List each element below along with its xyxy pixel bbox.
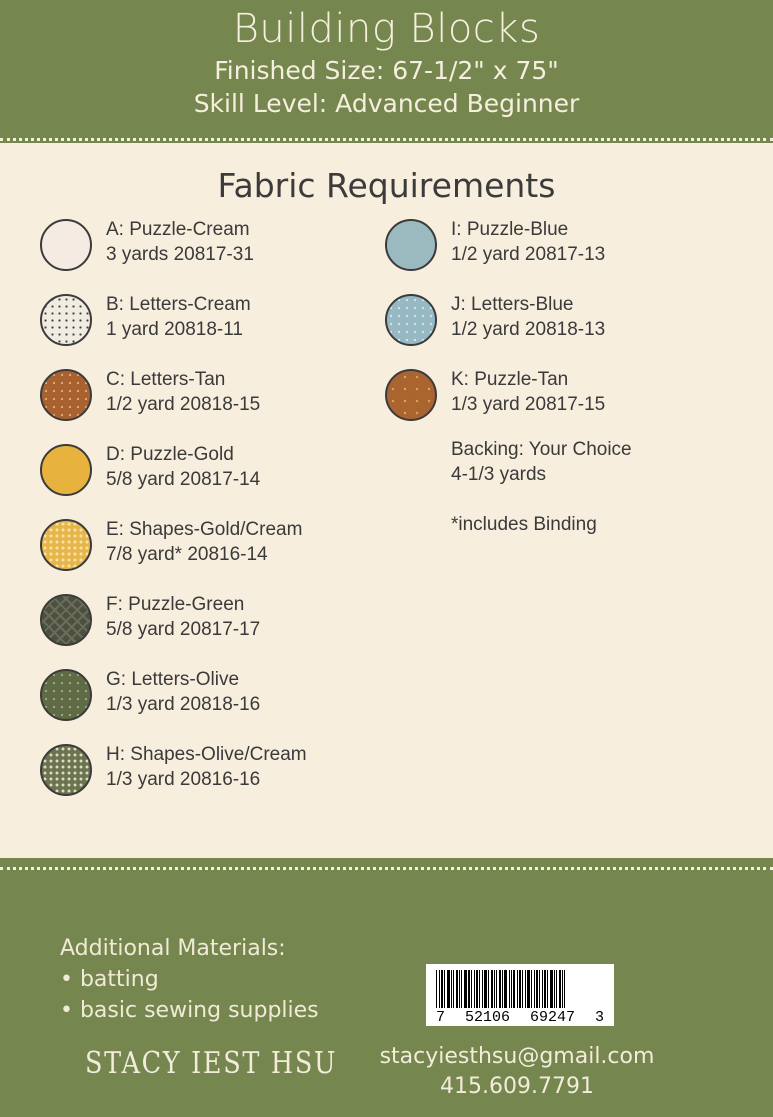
barcode-bar xyxy=(439,970,440,1008)
barcode-bar xyxy=(544,970,546,1008)
barcode-bar xyxy=(556,970,557,1008)
fabric-amount: 1/2 yard 20817-13 xyxy=(451,244,606,265)
barcode-bar xyxy=(496,970,497,1008)
contact-email[interactable]: stacyiesthsu@gmail.com xyxy=(379,1044,655,1069)
fabric-amount: 1/3 yard 20818-16 xyxy=(106,694,261,715)
barcode-bar xyxy=(539,970,540,1008)
barcode-bar xyxy=(550,970,553,1008)
barcode-bar xyxy=(479,970,480,1008)
barcode-bars xyxy=(436,970,604,1008)
fabric-amount: 1/2 yard 20818-13 xyxy=(451,319,606,340)
barcode-bar xyxy=(531,970,532,1008)
barcode-bar xyxy=(499,970,501,1008)
swatch-letters-blue xyxy=(385,294,437,346)
swatch-letters-cream xyxy=(40,294,92,346)
swatch-puzzle-cream xyxy=(40,219,92,271)
barcode-bar xyxy=(536,970,538,1008)
barcode-bar xyxy=(456,970,458,1008)
fabric-amount: 1/3 yard 20817-15 xyxy=(451,394,606,415)
dotted-divider xyxy=(0,138,773,141)
fabric-amount: 3 yards 20817-31 xyxy=(106,244,254,265)
barcode-bar xyxy=(488,970,489,1008)
header-band xyxy=(0,0,773,143)
barcode-bar xyxy=(522,970,523,1008)
barcode-bar xyxy=(542,970,543,1008)
swatch-puzzle-gold xyxy=(40,444,92,496)
barcode-bar xyxy=(511,970,512,1008)
materials-item: • batting xyxy=(60,967,159,992)
fabric-name: C: Letters-Tan xyxy=(106,369,226,390)
contact-phone: 415.609.7791 xyxy=(440,1074,594,1099)
barcode-bar xyxy=(519,970,521,1008)
barcode-bar xyxy=(476,970,478,1008)
fabric-requirements-heading: Fabric Requirements xyxy=(217,166,556,205)
fabric-amount: 1 yard 20818-11 xyxy=(106,319,243,340)
fabric-amount: 5/8 yard 20817-14 xyxy=(106,469,261,490)
barcode-bar xyxy=(447,970,450,1008)
barcode-bar xyxy=(527,970,530,1008)
pattern-title: Building Blocks xyxy=(232,6,541,52)
swatch-puzzle-tan xyxy=(385,369,437,421)
swatch-shapes-olive-cream xyxy=(40,744,92,796)
barcode-bar xyxy=(441,970,443,1008)
fabric-name: B: Letters-Cream xyxy=(106,294,251,315)
barcode-bar xyxy=(494,970,495,1008)
swatch-letters-tan xyxy=(40,369,92,421)
skill-level: Skill Level: Advanced Beginner xyxy=(193,89,580,118)
barcode-bar xyxy=(459,970,460,1008)
barcode-bar xyxy=(509,970,510,1008)
fabric-amount: 7/8 yard* 20816-14 xyxy=(106,544,268,565)
barcode-bar xyxy=(517,970,518,1008)
barcode-bar xyxy=(484,970,487,1008)
barcode-digits: 69247 xyxy=(529,1009,575,1026)
author-logo: STACY IEST HSU xyxy=(85,1046,338,1081)
barcode-number xyxy=(436,1009,604,1026)
barcode-digits: 52106 xyxy=(464,1009,510,1026)
barcode-bar xyxy=(504,970,507,1008)
materials-item: • basic sewing supplies xyxy=(60,998,319,1023)
binding-note: *includes Binding xyxy=(451,514,597,535)
barcode-digit: 3 xyxy=(594,1009,604,1026)
fabric-amount: 1/2 yard 20818-15 xyxy=(106,394,261,415)
barcode-bar xyxy=(444,970,445,1008)
fabric-amount: 1/3 yard 20816-16 xyxy=(106,769,261,790)
barcode-bar xyxy=(453,970,454,1008)
fabric-amount: 5/8 yard 20817-17 xyxy=(106,619,261,640)
barcode-bar xyxy=(564,970,565,1008)
finished-size: Finished Size: 67-1/2" x 75" xyxy=(214,56,559,85)
fabric-name: I: Puzzle-Blue xyxy=(451,219,569,240)
barcode-digit: 7 xyxy=(436,1009,446,1026)
fabric-name: A: Puzzle-Cream xyxy=(106,219,250,240)
fabric-name: K: Puzzle-Tan xyxy=(451,369,569,390)
barcode-bar xyxy=(562,970,563,1008)
barcode-bar xyxy=(436,970,437,1008)
barcode-bar xyxy=(474,970,475,1008)
barcode-bar xyxy=(554,970,555,1008)
additional-materials xyxy=(60,933,319,1026)
barcode-bar xyxy=(461,970,462,1008)
materials-heading: Additional Materials: xyxy=(60,936,286,961)
swatch-letters-olive xyxy=(40,669,92,721)
barcode-bar xyxy=(464,970,467,1008)
barcode-bar xyxy=(482,970,483,1008)
fabric-name: H: Shapes-Olive/Cream xyxy=(106,744,307,765)
dotted-divider xyxy=(0,867,773,870)
barcode-bar xyxy=(491,970,493,1008)
fabric-name: J: Letters-Blue xyxy=(451,294,574,315)
barcode-bar xyxy=(525,970,526,1008)
swatch-puzzle-green xyxy=(40,594,92,646)
barcode-bar xyxy=(451,970,452,1008)
barcode-bar xyxy=(547,970,548,1008)
barcode-bar xyxy=(534,970,535,1008)
barcode-bar xyxy=(471,970,472,1008)
fabric-name: F: Puzzle-Green xyxy=(106,594,245,615)
fabric-name: D: Puzzle-Gold xyxy=(106,444,234,465)
barcode-bar xyxy=(468,970,470,1008)
barcode-bar xyxy=(559,970,561,1008)
contact-info xyxy=(372,1042,662,1102)
backing-note xyxy=(451,437,632,487)
swatch-shapes-gold-cream xyxy=(40,519,92,571)
fabric-name: G: Letters-Olive xyxy=(106,669,240,690)
backing-amount: 4-1/3 yards xyxy=(451,464,547,485)
swatch-puzzle-blue xyxy=(385,219,437,271)
barcode xyxy=(426,964,614,1026)
barcode-bar xyxy=(502,970,503,1008)
fabric-name: E: Shapes-Gold/Cream xyxy=(106,519,303,540)
backing-label: Backing: Your Choice xyxy=(451,439,632,460)
barcode-bar xyxy=(513,970,515,1008)
